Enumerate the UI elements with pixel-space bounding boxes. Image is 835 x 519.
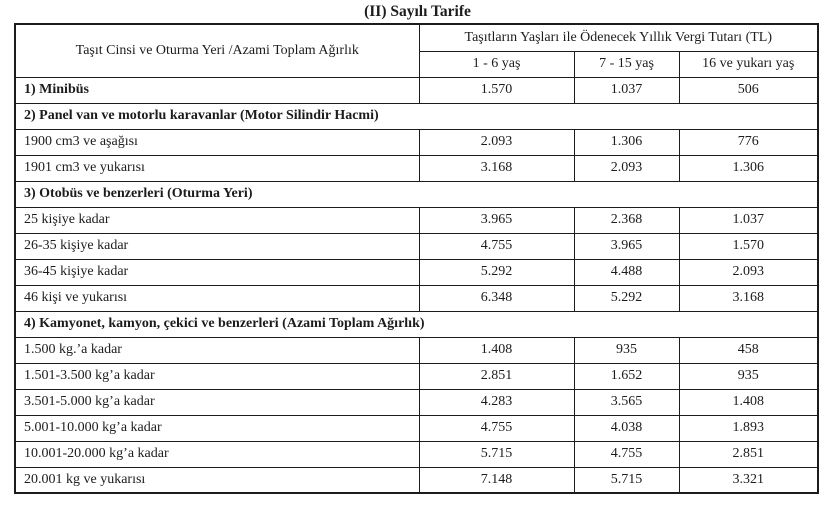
value-cell: 1.306 — [574, 129, 679, 155]
header-tax-amount-group: Taşıtların Yaşları ile Ödenecek Yıllık Vergi Tutarı (TL) — [419, 24, 818, 51]
table-row — [15, 415, 818, 441]
value-cell: 4.283 — [419, 389, 574, 415]
value-cell: 1.570 — [679, 233, 818, 259]
value-cell: 7.148 — [419, 467, 574, 493]
value-cell: 935 — [574, 337, 679, 363]
value-cell: 3.321 — [679, 467, 818, 493]
value-cell: 3.965 — [574, 233, 679, 259]
value-cell: 1.570 — [419, 77, 574, 103]
value-cell: 1.408 — [679, 389, 818, 415]
value-cell: 2.093 — [419, 129, 574, 155]
value-cell: 1.306 — [679, 155, 818, 181]
value-cell: 5.292 — [574, 285, 679, 311]
value-cell: 4.755 — [419, 415, 574, 441]
header-age-1-6: 1 - 6 yaş — [419, 51, 574, 77]
table-row — [15, 389, 818, 415]
value-cell: 1.037 — [574, 77, 679, 103]
page-title: (II) Sayılı Tarife — [364, 3, 471, 20]
value-cell: 3.565 — [574, 389, 679, 415]
value-cell: 3.965 — [419, 207, 574, 233]
row-label: 1) Minibüs — [15, 77, 419, 103]
row-label: 1.501-3.500 kg’a kadar — [15, 363, 419, 389]
table-row — [15, 467, 818, 493]
section-row — [15, 311, 818, 337]
value-cell: 2.368 — [574, 207, 679, 233]
row-label: 3.501-5.000 kg’a kadar — [15, 389, 419, 415]
header-age-7-15: 7 - 15 yaş — [574, 51, 679, 77]
row-label: 25 kişiye kadar — [15, 207, 419, 233]
section-row — [15, 181, 818, 207]
row-label: 26-35 kişiye kadar — [15, 233, 419, 259]
row-label: 1.500 kg.’a kadar — [15, 337, 419, 363]
value-cell: 6.348 — [419, 285, 574, 311]
table-row — [15, 337, 818, 363]
value-cell: 5.715 — [419, 441, 574, 467]
value-cell: 506 — [679, 77, 818, 103]
section-row — [15, 103, 818, 129]
value-cell: 4.488 — [574, 259, 679, 285]
row-label: 5.001-10.000 kg’a kadar — [15, 415, 419, 441]
value-cell: 2.851 — [419, 363, 574, 389]
table-row — [15, 285, 818, 311]
row-label: 1900 cm3 ve aşağısı — [15, 129, 419, 155]
tariff-table — [14, 23, 819, 494]
section-label: 4) Kamyonet, kamyon, çekici ve benzerleri (Azami Toplam Ağırlık) — [15, 311, 818, 337]
table-row — [15, 207, 818, 233]
value-cell: 2.093 — [679, 259, 818, 285]
table-row — [15, 155, 818, 181]
row-label: 46 kişi ve yukarısı — [15, 285, 419, 311]
value-cell: 935 — [679, 363, 818, 389]
value-cell: 5.715 — [574, 467, 679, 493]
row-label: 1901 cm3 ve yukarısı — [15, 155, 419, 181]
value-cell: 5.292 — [419, 259, 574, 285]
value-cell: 458 — [679, 337, 818, 363]
value-cell: 2.851 — [679, 441, 818, 467]
row-label: 36-45 kişiye kadar — [15, 259, 419, 285]
value-cell: 1.408 — [419, 337, 574, 363]
value-cell: 4.038 — [574, 415, 679, 441]
section-label: 2) Panel van ve motorlu karavanlar (Motor Silindir Hacmi) — [15, 103, 818, 129]
header-row-1 — [15, 24, 818, 51]
value-cell: 3.168 — [419, 155, 574, 181]
header-age-16-plus: 16 ve yukarı yaş — [679, 51, 818, 77]
header-vehicle-type: Taşıt Cinsi ve Oturma Yeri /Azami Toplam Ağırlık — [15, 24, 419, 77]
section-label: 3) Otobüs ve benzerleri (Oturma Yeri) — [15, 181, 818, 207]
value-cell: 4.755 — [574, 441, 679, 467]
table-row — [15, 129, 818, 155]
value-cell: 1.652 — [574, 363, 679, 389]
row-label: 20.001 kg ve yukarısı — [15, 467, 419, 493]
value-cell: 776 — [679, 129, 818, 155]
value-cell: 4.755 — [419, 233, 574, 259]
table-row — [15, 259, 818, 285]
value-cell: 3.168 — [679, 285, 818, 311]
table-row — [15, 77, 818, 103]
row-label: 10.001-20.000 kg’a kadar — [15, 441, 419, 467]
table-row — [15, 233, 818, 259]
table-row — [15, 441, 818, 467]
value-cell: 1.037 — [679, 207, 818, 233]
table-row — [15, 363, 818, 389]
value-cell: 2.093 — [574, 155, 679, 181]
value-cell: 1.893 — [679, 415, 818, 441]
